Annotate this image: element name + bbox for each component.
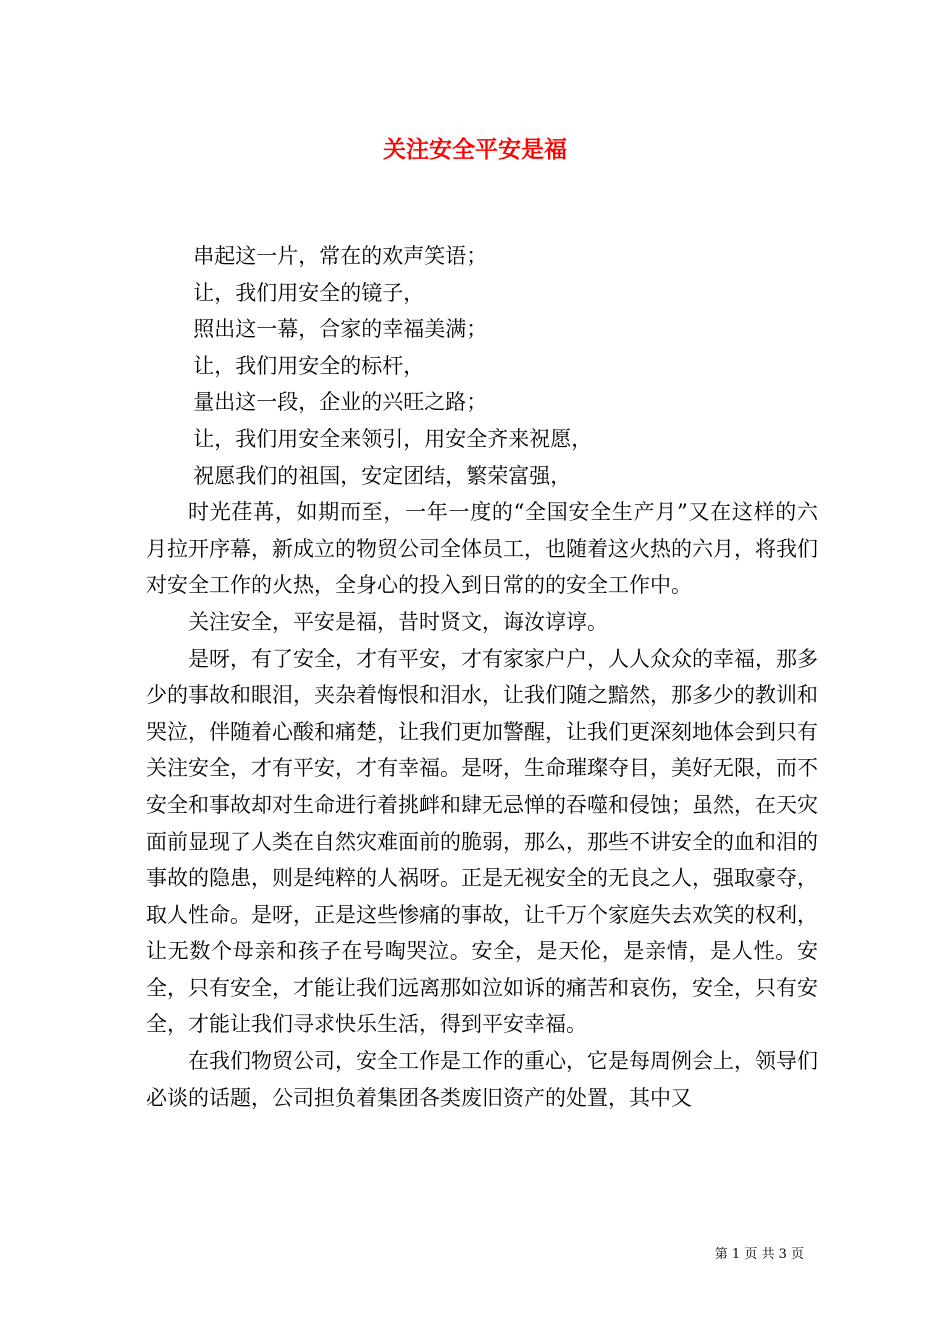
- paragraph: 祝愿我们的祖国，安定团结，繁荣富强，: [193, 463, 572, 488]
- paragraph: 量出这一段，企业的兴旺之路；: [193, 390, 488, 415]
- paragraph: 关注安全，平安是福，昔时贤文，诲汝谆谆。: [188, 609, 608, 634]
- paragraph: 在我们物贸公司，安全工作是工作的重心，它是每周例会上，领导们必谈的话题，公司担负着集团各类废旧资产的处置，其中又: [146, 1049, 818, 1110]
- paragraph: 时光荏苒，如期而至，一年一度的“全国安全生产月”又在这样的六月拉开序幕，新成立的物贸公司全体员工，也随着这火热的六月，将我们对安全工作的火热，全身心的投入到日常的的安全工作中。: [146, 500, 818, 598]
- paragraph: 让，我们用安全来领引，用安全齐来祝愿，: [193, 426, 593, 451]
- paragraph: 照出这一幕，合家的幸福美满；: [193, 317, 488, 342]
- page-number-footer: 第 1 页 共 3 页: [714, 1247, 804, 1262]
- document-body: [146, 238, 818, 1116]
- document-title: 关注安全平安是福: [383, 136, 567, 163]
- paragraph: 让，我们用安全的镜子，: [193, 280, 425, 305]
- paragraph: 是呀，有了安全，才有平安，才有家家户户，人人众众的幸福，那多少的事故和眼泪，夹杂着悔恨和泪水，让我们随之黯然，那多少的教训和哭泣，伴随着心酸和痛楚，让我们更加警醒，让我们更深刻地体会到只有关注安全，才有平安，才有幸福。是呀，生命璀璨夺目，美好无限，而不安全和事故却对生命进行着挑衅和肆无忌惮的吞噬和侵蚀；虽然，在天灾面前显现了人类在自然灾难面前的脆弱，那么，那些不讲安全的血和泪的事故的隐患，则是纯粹的人祸呀。正是无视安全的无良之人，强取豪夺，取人性命。是呀，正是这些惨痛的事故，让千万个家庭失去欢笑的权利，让无数个母亲和孩子在号啕哭泣。安全，是天伦，是亲情，是人性。安全，只有安全，才能让我们远离那如泣如诉的痛苦和哀伤，安全，只有安全，才能让我们寻求快乐生活，得到平安幸福。: [146, 646, 818, 1037]
- paragraph: 让，我们用安全的标杆，: [193, 353, 425, 378]
- paragraph: 串起这一片，常在的欢声笑语；: [193, 244, 488, 268]
